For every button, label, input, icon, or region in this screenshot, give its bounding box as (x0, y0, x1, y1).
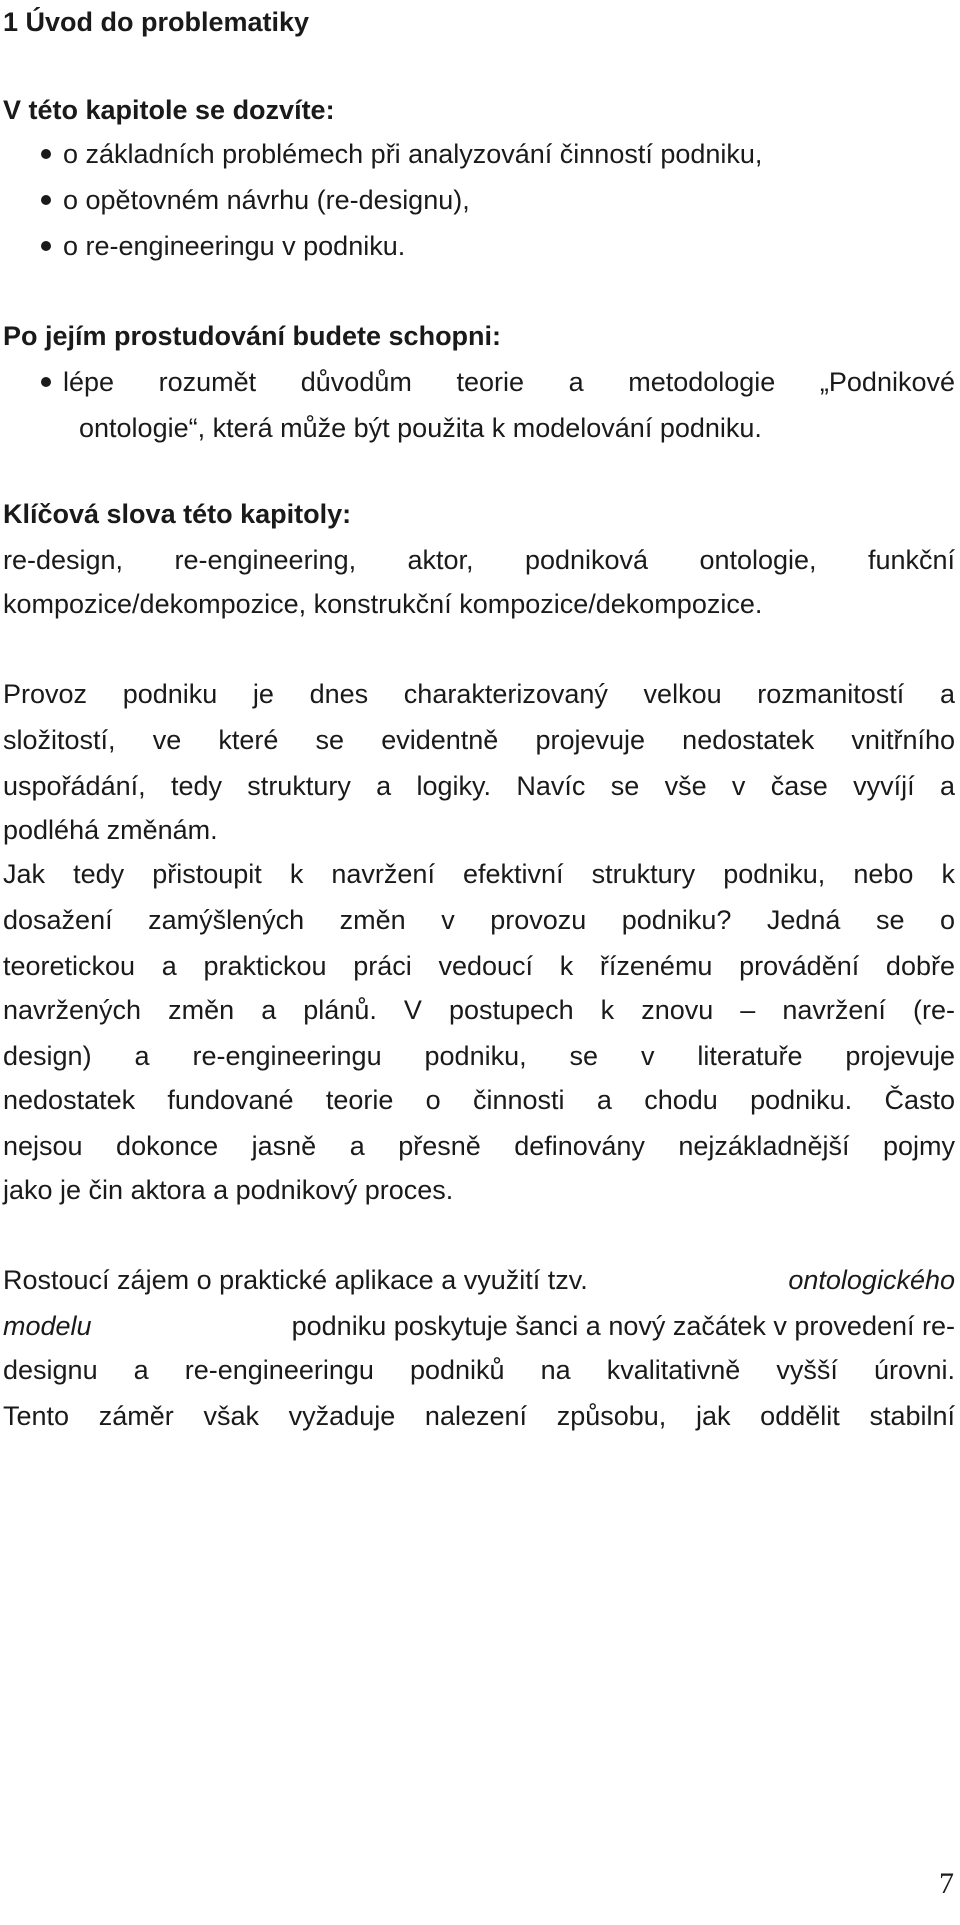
list-item (0, 228, 960, 274)
paragraph-line: jako je čin aktora a podnikový proces. (3, 1175, 454, 1205)
paragraph-line: složitostí, ve které se evidentně projevuje nedostatek vnitřního (3, 725, 955, 755)
list-item (0, 136, 960, 182)
paragraph-line: podléhá změnám. (3, 815, 218, 845)
list-item-text: o základních problémech při analyzování činností podniku, (63, 139, 763, 169)
learn-list (0, 136, 960, 274)
bullet-icon (41, 377, 51, 387)
bullet-icon (41, 241, 51, 251)
bullet-icon (41, 195, 51, 205)
paragraph-line: teoretickou a praktickou práci vedoucí k řízenému provádění dobře (3, 951, 955, 981)
paragraph-line: uspořádání, tedy struktury a logiky. Navíc se vše v čase vyvíjí a (3, 771, 955, 801)
keywords-line-2: kompozice/dekompozice, konstrukční kompozice/dekompozice. (3, 589, 763, 619)
paragraph-line: designu a re-engineeringu podniků na kvalitativně vyšší úrovni. (3, 1355, 955, 1385)
learn-heading: V této kapitole se dozvíte: (3, 95, 335, 125)
keywords-line-1: re-design, re-engineering, aktor, podniková ontologie, funkční (3, 545, 955, 575)
paragraph-line (3, 1262, 955, 1298)
paragraph-line: dosažení zamýšlených změn v provozu podniku? Jedná se o (3, 905, 955, 935)
paragraph-text: Rostoucí zájem o praktické aplikace a využití tzv. (3, 1265, 588, 1295)
goals-item-line-1: lépe rozumět důvodům teorie a metodologie „Podnikové (63, 367, 955, 397)
paragraph-line: design) a re-engineeringu podniku, se v literatuře projevuje (3, 1041, 955, 1071)
paragraph-line: navržených změn a plánů. V postupech k znovu – navržení (re- (3, 995, 955, 1025)
list-item (0, 182, 960, 228)
list-item-text: o re-engineeringu v podniku. (63, 231, 406, 261)
paragraph-emphasis: modelu (3, 1311, 92, 1341)
paragraph-line (3, 1308, 955, 1344)
paragraph-text: podniku poskytuje šanci a nový začátek v provedení re- (291, 1311, 955, 1341)
paragraph-line: Tento záměr však vyžaduje nalezení způsobu, jak oddělit stabilní (3, 1401, 955, 1431)
paragraph-emphasis: ontologického (788, 1265, 955, 1295)
goals-list-item (0, 364, 960, 454)
paragraph-line: nejsou dokonce jasně a přesně definovány nejzákladnější pojmy (3, 1131, 955, 1161)
goals-item-line-2: ontologie“, která může být použita k modelování podniku. (79, 413, 762, 443)
paragraph-line: Provoz podniku je dnes charakterizovaný velkou rozmanitostí a (3, 679, 955, 709)
chapter-title: 1 Úvod do problematiky (3, 7, 310, 37)
list-item-text: o opětovném návrhu (re-designu), (63, 185, 470, 215)
goals-heading: Po jejím prostudování budete schopni: (3, 321, 502, 351)
paragraph-line: Jak tedy přistoupit k navržení efektivní struktury podniku, nebo k (3, 859, 955, 889)
bullet-icon (41, 149, 51, 159)
paragraph-line: nedostatek fundované teorie o činnosti a chodu podniku. Často (3, 1085, 955, 1115)
keywords-heading: Klíčová slova této kapitoly: (3, 499, 352, 529)
page-number: 7 (939, 1867, 954, 1900)
